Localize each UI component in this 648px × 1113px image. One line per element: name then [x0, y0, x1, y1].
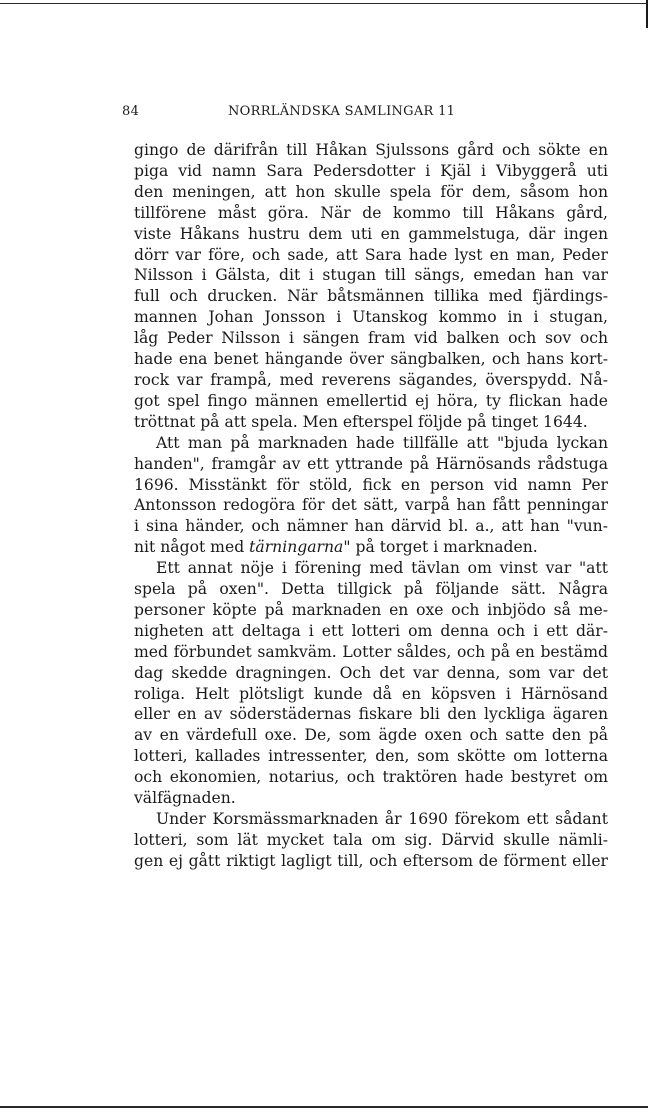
text-line: roliga. Helt plötsligt kunde då en köpsven i Härnösand — [134, 684, 608, 703]
text-line: låg Peder Nilsson i sängen fram vid balken och sov och — [134, 329, 608, 348]
text-line: 1696. Misstänkt för stöld, fick en person vid namn Per — [134, 475, 608, 494]
text-line: med förbundet samkväm. Lotter såldes, och på en bestämd — [134, 642, 608, 661]
text-line: tillförene måst göra. När de kommo till Håkans gård, — [134, 203, 608, 222]
text-line: lotteri, kallades intressenter, den, som skötte om lotterna — [134, 747, 608, 766]
text-line: av en värdefull oxe. De, som ägde oxen och satte den på — [134, 726, 608, 745]
text-line: gen ej gått riktigt lagligt till, och eftersom de förment eller — [134, 851, 608, 870]
page-bottom-edge — [0, 1106, 648, 1108]
text-line-part: " på torget i marknaden. — [343, 538, 538, 557]
text-line — [134, 537, 608, 558]
text-line: Under Korsmässmarknaden år 1690 förekom ett sådant — [156, 810, 608, 828]
text-line: personer köpte på marknaden en oxe och inbjödo så me- — [134, 600, 608, 619]
text-line: got spel fingo männen emellertid ej höra, ty flickan hade — [134, 391, 608, 410]
text-line: i sina händer, och nämner han därvid bl. a., att han "vun- — [134, 517, 608, 536]
text-line: och ekonomien, notarius, och traktören hade bestyret om — [134, 768, 608, 787]
italic-term: tärningarna — [249, 538, 344, 557]
text-line: tröttnat på att spela. Men efterspel följde på tinget 1644. — [134, 412, 588, 431]
text-line: viste Håkans hustru dem uti en gammelstuga, där ingen — [134, 224, 608, 243]
text-line: piga vid namn Sara Pedersdotter i Kjäl i Vibyggerå uti — [134, 161, 608, 180]
text-line: mannen Johan Jonsson i Utanskog kommo in i stugan, — [134, 308, 608, 327]
text-line: nigheten att deltaga i ett lotteri om denna och i ett där- — [134, 621, 608, 640]
text-line: välfägnaden. — [134, 789, 236, 808]
text-line: handen", framgår av ett yttrande på Härnösands rådstuga — [134, 454, 608, 473]
text-line: rock var frampå, med reverens sägandes, överspydd. Nå- — [134, 370, 608, 389]
running-title: NORRLÄNDSKA SAMLINGAR 11 — [228, 104, 456, 119]
page-header — [122, 104, 522, 124]
text-line: Nilsson i Gälsta, dit i stugan till sängs, emedan han var — [134, 266, 608, 285]
text-line: dag skedde dragningen. Och det var denna, som var det — [134, 663, 608, 682]
text-line: Antonsson redogöra för det sätt, varpå han fått penningar — [134, 496, 608, 515]
text-line: den meningen, att hon skulle spela för dem, såsom hon — [134, 182, 608, 201]
text-line: hade ena benet hängande över sängbalken, och hans kort- — [134, 350, 608, 369]
text-line-part: nit något med — [134, 538, 250, 557]
page-number: 84 — [122, 104, 140, 119]
text-line: Ett annat nöje i förening med tävlan om vinst var "att — [156, 559, 608, 578]
text-line: spela på oxen". Detta tillgick på följande sätt. Några — [134, 580, 608, 599]
text-line: dörr var före, och sade, att Sara hade lyst en man, Peder — [134, 245, 608, 264]
text-line: eller en av söderstädernas fiskare bli den lyckliga ägaren — [134, 705, 608, 724]
text-line: full och drucken. När båtsmännen tillika med fjärdings- — [134, 287, 608, 306]
text-line: gingo de därifrån till Håkan Sjulssons gård och sökte en — [134, 141, 608, 159]
text-line: lotteri, som lät mycket tala om sig. Därvid skulle nämli- — [134, 830, 608, 849]
body-text — [134, 140, 608, 872]
text-line: Att man på marknaden hade tillfälle att "bjuda lyckan — [156, 433, 608, 452]
page-top-edge — [0, 3, 648, 4]
